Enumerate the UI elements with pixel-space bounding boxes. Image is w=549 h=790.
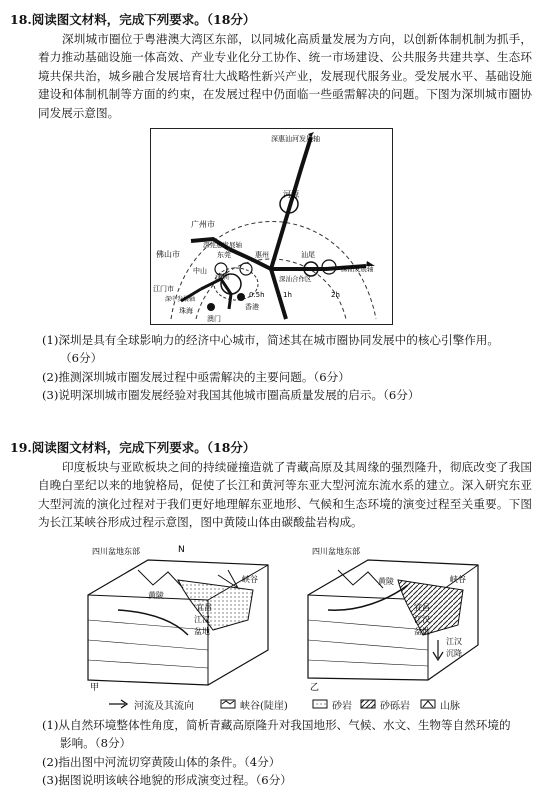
block-a: [88, 545, 268, 693]
label-r2: 1h: [283, 291, 292, 299]
shenzhen-city-circle-figure: [150, 128, 393, 325]
q18-question-3: (3)说明深圳城市圈发展经验对我国其他城市圈高质量发展的启示。（6分）: [42, 388, 420, 403]
label-guangzhou: 广州市: [191, 220, 215, 229]
label-a: 甲: [90, 683, 100, 693]
block-b: [308, 546, 478, 693]
canyon-cliff-icon: [220, 699, 236, 709]
label-jianghan-a: 江汉: [194, 615, 210, 624]
label-shenzhong: 深中发展轴: [165, 296, 196, 303]
label-yichang-b: 宜昌: [414, 603, 430, 612]
conglomerate-icon: [360, 699, 376, 709]
label-sichuan-a: 四川盆地东部: [92, 547, 140, 556]
label-hongkong: 香港: [245, 303, 259, 311]
q19-title: 19.阅读图文材料，完成下列要求。（18分）: [10, 440, 256, 455]
label-shanwei: 汕尾: [301, 251, 315, 259]
label-huangling-b: 黄陵: [378, 577, 394, 586]
label-aomen: 澳门: [207, 315, 221, 323]
label-basin-b: 盆地: [414, 627, 430, 636]
label-dongguan: 东莞: [217, 251, 231, 259]
label-foshan: 佛山市: [156, 250, 180, 259]
q19-paragraph-text: 印度板块与亚欧板块之间的持续碰撞造就了青藏高原及其周缘的强烈隆升，彻底改变了我国自晚白垩纪以来的地貌格局，促使了长江和黄河等东亚大型河流东流水系的建立。深入研究东亚大型河流的演化过程对于我们更好地理解东亚地形、气候和生态环境的演变过程至关重要。下图为长江某峡谷形成过程示意图，图中黄陵山体由碳酸盐岩构成。: [38, 460, 532, 530]
canyon-diagram-svg: [78, 540, 487, 694]
yangtze-canyon-figure: [78, 540, 487, 694]
q19-questions: [42, 716, 532, 790]
shenzhong-axis: [201, 279, 231, 309]
legend-label-river: 河流及其流向: [134, 700, 194, 712]
mountain-icon: [420, 699, 436, 709]
label-jianghan-b: 江汉: [414, 615, 430, 624]
sandstone-icon: [312, 699, 328, 709]
q19-question-2: (2)指出图中河流切穿黄陵山体的条件。（4分）: [42, 754, 281, 769]
label-yichang-a: 宜昌: [196, 603, 212, 612]
label-north: N: [178, 545, 185, 555]
label-canyon-b: 峡谷: [450, 575, 466, 584]
shenzhen-map-svg: [151, 129, 392, 324]
label-jiangmen: 江门市: [153, 285, 174, 293]
label-canyon-a: 峡谷: [242, 575, 258, 584]
label-r1: 0.5h: [249, 291, 265, 299]
legend-item-sandstone: [312, 696, 352, 712]
label-subside-1: 江汉: [446, 637, 462, 646]
q19-paragraph: [38, 458, 532, 532]
river-arrow-icon: [108, 699, 130, 709]
legend-item-river: [108, 696, 194, 712]
label-basin-a: 盆地: [194, 627, 210, 636]
label-r3: 2h: [331, 291, 340, 299]
label-huangling-a: 黄陵: [148, 591, 164, 600]
legend-item-mountain: [420, 696, 460, 712]
aomen-marker: [207, 303, 215, 311]
q19-question-1: (1)从自然环境整体性角度，简析青藏高原隆升对我国地形、气候、水文、生物等自然环境的: [42, 718, 511, 732]
label-shenzhen: 深圳: [215, 273, 229, 281]
legend-label-mountain: 山脉: [440, 700, 460, 712]
label-subside-2: 沉降: [446, 649, 462, 658]
legend-item-conglomerate: [360, 696, 410, 712]
label-shenshan-axis: 深汕发展轴: [341, 265, 374, 273]
q19-question-1-cont: 影响。（8分）: [60, 736, 132, 751]
legend-label-canyon: 峡谷(陡崖): [240, 700, 288, 712]
figure-legend: [108, 696, 498, 712]
q19-question-3: (3)据图说明该峡谷地貌的形成演变过程。（6分）: [42, 773, 292, 788]
q18-questions: [42, 331, 532, 405]
legend-label-sandstone: 砂岩: [332, 700, 352, 712]
q18-title: 18.阅读图文材料，完成下列要求。（18分）: [10, 12, 256, 27]
hongkong-marker: [237, 293, 245, 301]
label-shenguan: 深莞惠发展轴: [203, 241, 242, 249]
label-zhongshan: 中山: [193, 267, 207, 275]
q18-question-1: (1)深圳是具有全球影响力的经济中心城市，简述其在城市圈协同发展中的核心引擎作用。: [42, 333, 499, 347]
q18-paragraph-text: 深圳城市圈位于粤港澳大湾区东部，以同城化高质量发展为方向，以创新体制机制为抓手，着力推动基础设施一体高效、产业专业化分工协作、统一市场建设、公共服务共建共享、生态环境共保共治，城乡融合发展培育壮大战略性新兴产业，发展现代服务业。受发展水平、基础设施建设和体制机制等方面的约束，在发展过程中仍面临一些亟需解决的问题。下图为深圳城市圈协同发展示意图。: [38, 32, 532, 120]
q18-paragraph: [38, 30, 532, 122]
label-heyuan: 河源: [283, 190, 299, 199]
q18-question-2: (2)推测深圳城市圈发展过程中亟需解决的主要问题。（6分）: [42, 369, 350, 384]
legend-label-conglomerate: 砂砾岩: [380, 700, 410, 712]
q18-question-1-score: （6分）: [60, 351, 103, 366]
label-huizhou: 惠州: [255, 251, 269, 259]
label-sichuan-b: 四川盆地东部: [312, 547, 360, 556]
legend-item-canyon: [220, 696, 288, 712]
label-b: 乙: [310, 683, 320, 693]
label-top-axis: 深惠汕河发展轴: [271, 135, 320, 143]
label-shenshan: 深汕合作区: [279, 275, 312, 283]
label-zhuhai: 珠海: [179, 307, 193, 315]
